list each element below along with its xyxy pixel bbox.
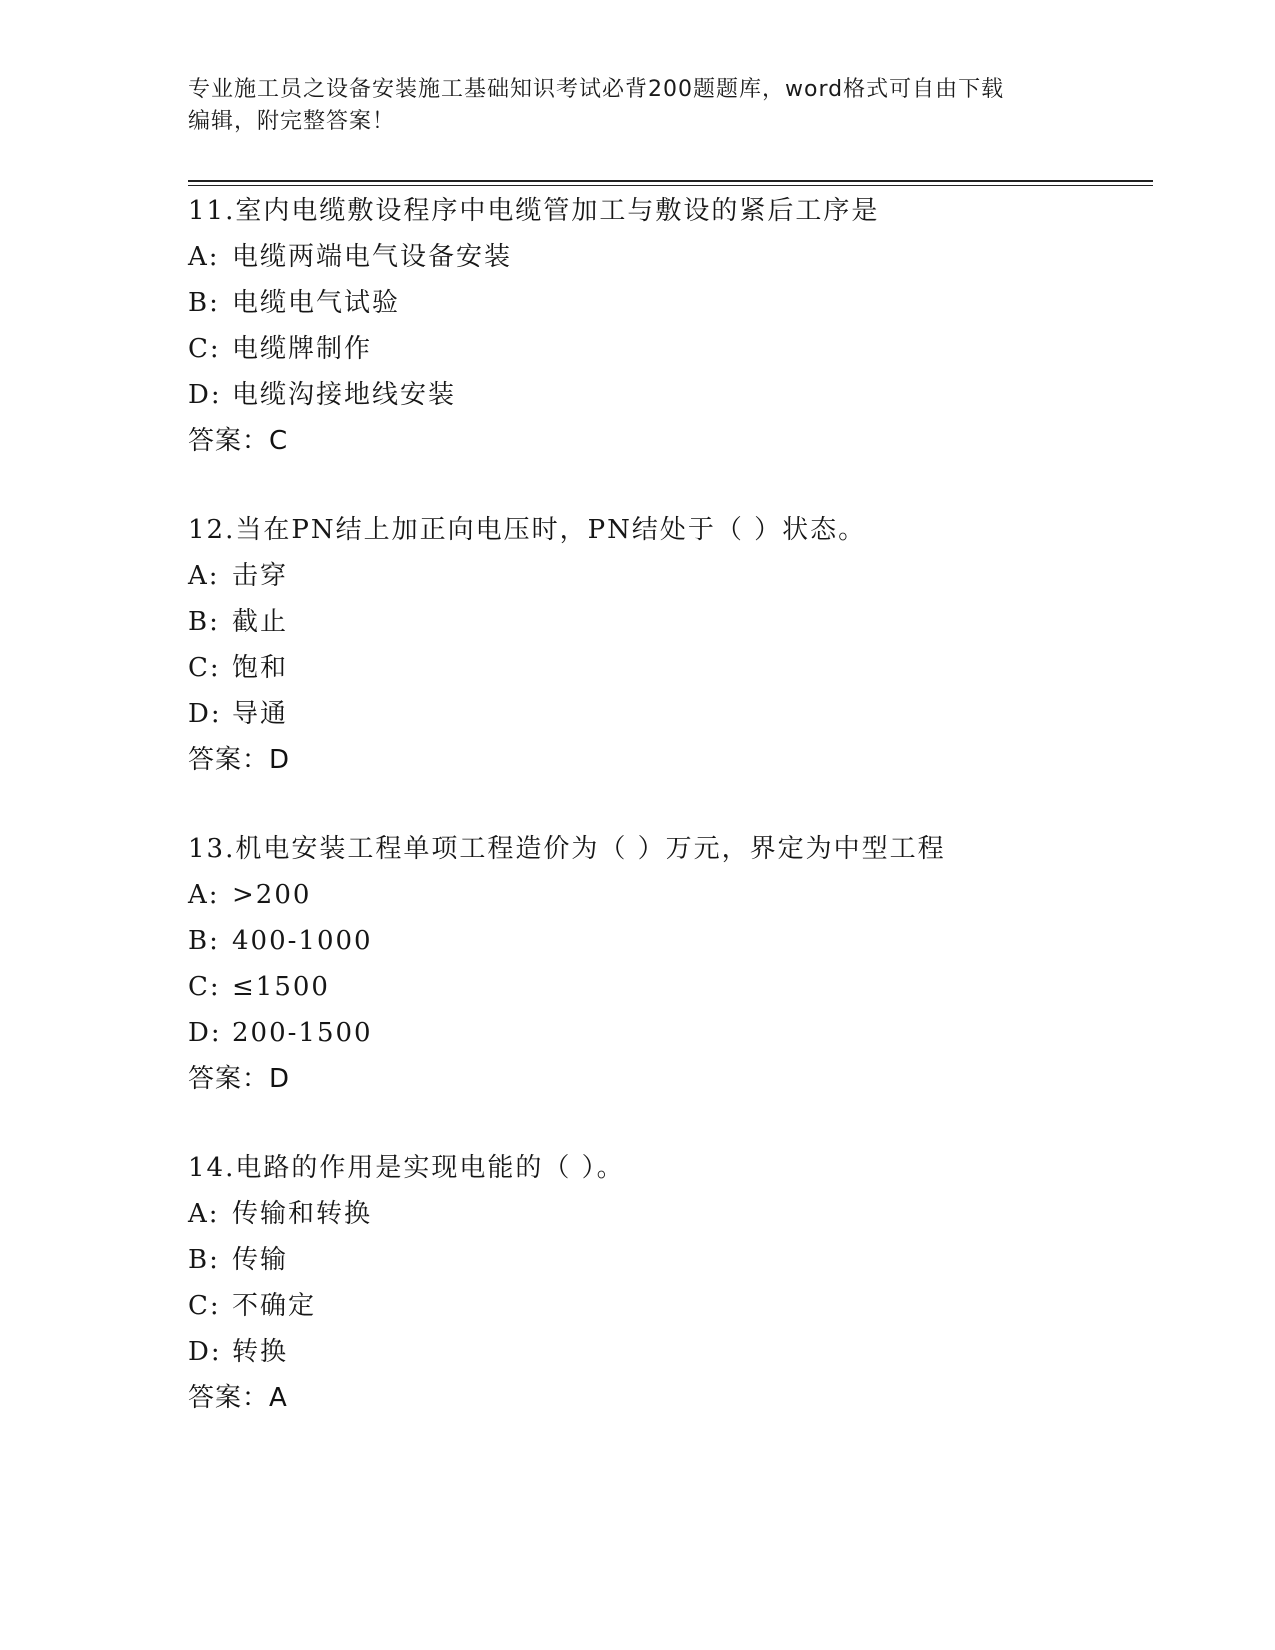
option-b	[188, 599, 1153, 645]
question-title: 11.室内电缆敷设程序中电缆管加工与敷设的紧后工序是	[188, 196, 880, 226]
option-letter: D:	[188, 1337, 222, 1367]
option-a	[188, 1191, 1153, 1237]
option-a	[188, 872, 1153, 918]
option-text: >200	[232, 880, 312, 910]
option-b	[188, 1237, 1153, 1283]
option-c	[188, 1283, 1153, 1329]
option-a	[188, 234, 1153, 280]
option-letter: B:	[188, 607, 220, 637]
question-13	[188, 826, 1153, 1102]
option-text: 传输	[232, 1245, 289, 1275]
option-letter: A:	[188, 880, 220, 910]
option-letter: C:	[188, 334, 221, 364]
option-letter: C:	[188, 1291, 221, 1321]
option-text: 不确定	[232, 1291, 317, 1321]
option-text: 传输和转换	[232, 1199, 373, 1229]
answer-line: 答案：A	[188, 1383, 288, 1413]
option-text: 电缆沟接地线安装	[232, 380, 457, 410]
question-title: 12.当在PN结上加正向电压时，PN结处于（ ）状态。	[188, 515, 867, 545]
option-letter: D:	[188, 699, 222, 729]
option-letter: D:	[188, 1018, 222, 1048]
option-c	[188, 645, 1153, 691]
option-letter: B:	[188, 1245, 220, 1275]
option-a	[188, 553, 1153, 599]
question-title: 14.电路的作用是实现电能的（ ）。	[188, 1153, 625, 1183]
option-letter: B:	[188, 288, 220, 318]
option-letter: A:	[188, 242, 220, 272]
question-11	[188, 188, 1153, 464]
option-b	[188, 918, 1153, 964]
option-letter: C:	[188, 653, 221, 683]
option-letter: B:	[188, 926, 220, 956]
question-14	[188, 1145, 1153, 1421]
option-text: 400-1000	[232, 926, 373, 956]
option-letter: D:	[188, 380, 222, 410]
answer-line: 答案：D	[188, 1064, 291, 1094]
option-text: 转换	[232, 1337, 289, 1367]
option-c	[188, 326, 1153, 372]
option-d	[188, 372, 1153, 418]
option-text: ≤1500	[232, 972, 330, 1002]
option-b	[188, 280, 1153, 326]
option-text: 饱和	[232, 653, 289, 683]
option-letter: A:	[188, 1199, 220, 1229]
question-12	[188, 507, 1153, 783]
option-text: 电缆牌制作	[232, 334, 373, 364]
header-line-1: 专业施工员之设备安装施工基础知识考试必背200题题库，word格式可自由下载	[188, 77, 1005, 102]
option-letter: A:	[188, 561, 220, 591]
option-d	[188, 691, 1153, 737]
option-text: 导通	[232, 699, 289, 729]
option-letter: C:	[188, 972, 221, 1002]
header-divider-thick	[188, 180, 1153, 182]
question-title: 13.机电安装工程单项工程造价为（ ）万元，界定为中型工程	[188, 834, 946, 864]
option-text: 电缆电气试验	[232, 288, 401, 318]
option-text: 200-1500	[232, 1018, 373, 1048]
document-header	[188, 74, 1088, 138]
option-text: 击穿	[232, 561, 289, 591]
option-text: 电缆两端电气设备安装	[232, 242, 513, 272]
option-c	[188, 964, 1153, 1010]
answer-line: 答案：D	[188, 745, 291, 775]
answer-line: 答案：C	[188, 426, 289, 456]
header-divider-thin	[188, 185, 1153, 186]
option-d	[188, 1010, 1153, 1056]
option-text: 截止	[232, 607, 289, 637]
header-line-2: 编辑，附完整答案！	[188, 109, 396, 134]
option-d	[188, 1329, 1153, 1375]
